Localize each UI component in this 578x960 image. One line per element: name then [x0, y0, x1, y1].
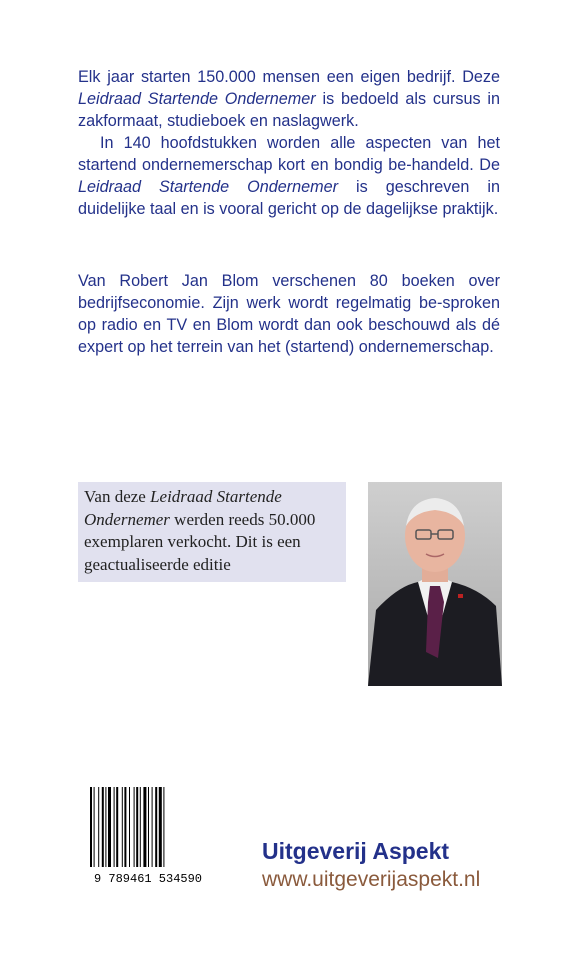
author-portrait-graphic [368, 482, 502, 686]
blurb-paragraph-1 [78, 66, 500, 132]
publisher-website: www.uitgeverijaspekt.nl [262, 868, 481, 891]
blurb-text: In 140 hoofdstukken worden alle aspecten van het startend ondernemerschap kort en bondig be-handeld. De [78, 134, 500, 174]
barcode-bar [98, 787, 99, 867]
quote-text: Van deze [84, 487, 151, 506]
back-cover-blurb [78, 66, 500, 220]
barcode-bar [143, 787, 146, 867]
isbn-digits: 9 789461 534590 [93, 872, 203, 885]
barcode-bar [94, 787, 95, 867]
barcode-bar [108, 787, 111, 867]
barcode-bar [116, 787, 118, 867]
barcode-bar [122, 787, 123, 867]
barcode-bar [152, 787, 153, 867]
blurb-text: is bedoeld als cursus in zakformaat, studieboek en naslagwerk. [78, 90, 500, 130]
barcode-graphic [86, 787, 210, 885]
barcode-bar [129, 787, 130, 867]
publisher-name: Uitgeverij Aspekt [262, 838, 450, 864]
barcode-bar [124, 787, 126, 867]
book-title-italic: Leidraad Startende Ondernemer [78, 178, 339, 196]
author-bio [78, 270, 500, 358]
barcode-bar [136, 787, 138, 867]
isbn-barcode [86, 787, 210, 885]
barcode-bar [114, 787, 115, 867]
quote-book-title: Leidraad Startende Ondernemer [84, 487, 282, 529]
quote-text: werden reeds 50.000 exemplaren verkocht. Dit is een geactualiseerde editie [84, 509, 316, 574]
barcode-bar [155, 787, 157, 867]
sales-quote-box [78, 482, 346, 582]
barcode-bar [159, 787, 162, 867]
blurb-text: is geschreven in duidelijke taal en is vooral gericht op de dagelijkse praktijk. [78, 178, 500, 218]
book-title-italic: Leidraad Startende Ondernemer [78, 90, 316, 108]
barcode-bar [148, 787, 149, 867]
blurb-text: Elk jaar starten 150.000 mensen een eigen bedrijf. Deze [78, 68, 500, 86]
barcode-bar [90, 787, 92, 867]
barcode-bar [163, 787, 164, 867]
barcode-bar [134, 787, 135, 867]
barcode-bar [140, 787, 141, 867]
barcode-bar [102, 787, 104, 867]
author-photo [368, 482, 502, 686]
barcode-bar [105, 787, 106, 867]
author-bio-text: Van Robert Jan Blom verschenen 80 boeken over bedrijfseconomie. Zijn werk wordt regelmatig be-sproken op radio en TV en Blom wordt dan ook beschouwd als dé expert op het terrein van het (startend) ondernemerschap. [78, 272, 500, 356]
blurb-paragraph-2 [78, 132, 500, 220]
